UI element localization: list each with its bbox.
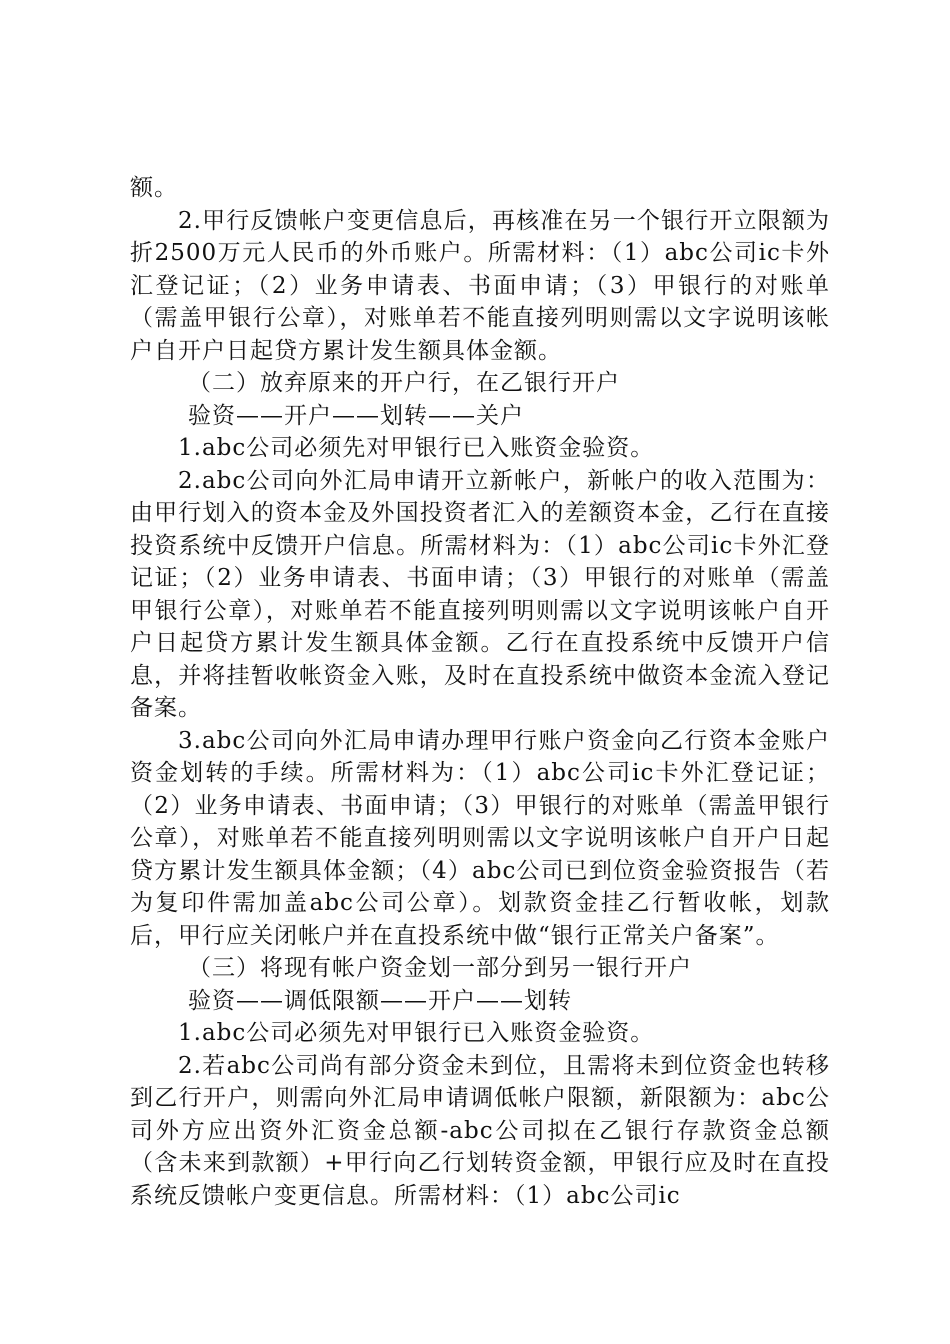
paragraph-item-2-account-change: 2.甲行反馈帐户变更信息后，再核准在另一个银行开立限额为折2500万元人民币的外币账户。所需材料：（1）abc公司ic卡外汇登记证；（2）业务申请表、书面申请；（3）甲银行的对账单（需盖甲银行公章），对账单若不能直接列明则需以文字说明该帐户自开户日起贷方累计发生额具体金额。: [130, 207, 830, 364]
paragraph-step-1b: 1.abc公司必须先对甲银行已入账资金验资。: [178, 1020, 655, 1046]
process-flow-3: 验资——调低限额——开户——划转: [188, 987, 572, 1014]
section-heading-2: （二）放弃原来的开户行，在乙银行开户: [188, 370, 620, 396]
paragraph-step-2: 2.abc公司向外汇局申请开立新帐户，新帐户的收入范围为：由甲行划入的资本金及外国投资者汇入的差额资本金，乙行在直接投资系统中反馈开户信息。所需材料为：（1）abc公司ic卡外汇登记证；（2）业务申请表、书面申请；（3）甲银行的对账单（需盖甲银行公章），对账单若不能直接列明则需以文字说明该帐户自开户日起贷方累计发生额具体金额。乙行在直投系统中反馈开户信息，并将挂暂收帐资金入账，及时在直投系统中做资本金流入登记备案。: [130, 467, 830, 721]
process-flow-2: 验资——开户——划转——关户: [188, 402, 524, 429]
paragraph-step-2b: 2.若abc公司尚有部分资金未到位，且需将未到位资金也转移到乙行开户，则需向外汇局申请调低帐户限额，新限额为：abc公司外方应出资外汇资金总额-abc公司拟在乙银行存款资金总额（含未来到款额）+甲行向乙行划转资金额，甲银行应及时在直投系统反馈帐户变更信息。所需材料：（1）abc公司ic: [130, 1052, 830, 1209]
paragraph-step-3: 3.abc公司向外汇局申请办理甲行账户资金向乙行资本金账户资金划转的手续。所需材料为：（1）abc公司ic卡外汇登记证；（2）业务申请表、书面申请；（3）甲银行的对账单（需盖甲银行公章），对账单若不能直接列明则需以文字说明该帐户自开户日起贷方累计发生额具体金额；（4）abc公司已到位资金验资报告（若为复印件需加盖abc公司公章）。划款资金挂乙行暂收帐，划款后，甲行应关闭帐户并在直投系统中做“银行正常关户备案”。: [130, 727, 830, 949]
section-heading-3: （三）将现有帐户资金划一部分到另一银行开户: [188, 955, 692, 981]
paragraph-step-1: 1.abc公司必须先对甲银行已入账资金验资。: [178, 435, 655, 461]
document-body: [130, 172, 830, 1212]
paragraph-continuation: 额。: [130, 175, 178, 201]
